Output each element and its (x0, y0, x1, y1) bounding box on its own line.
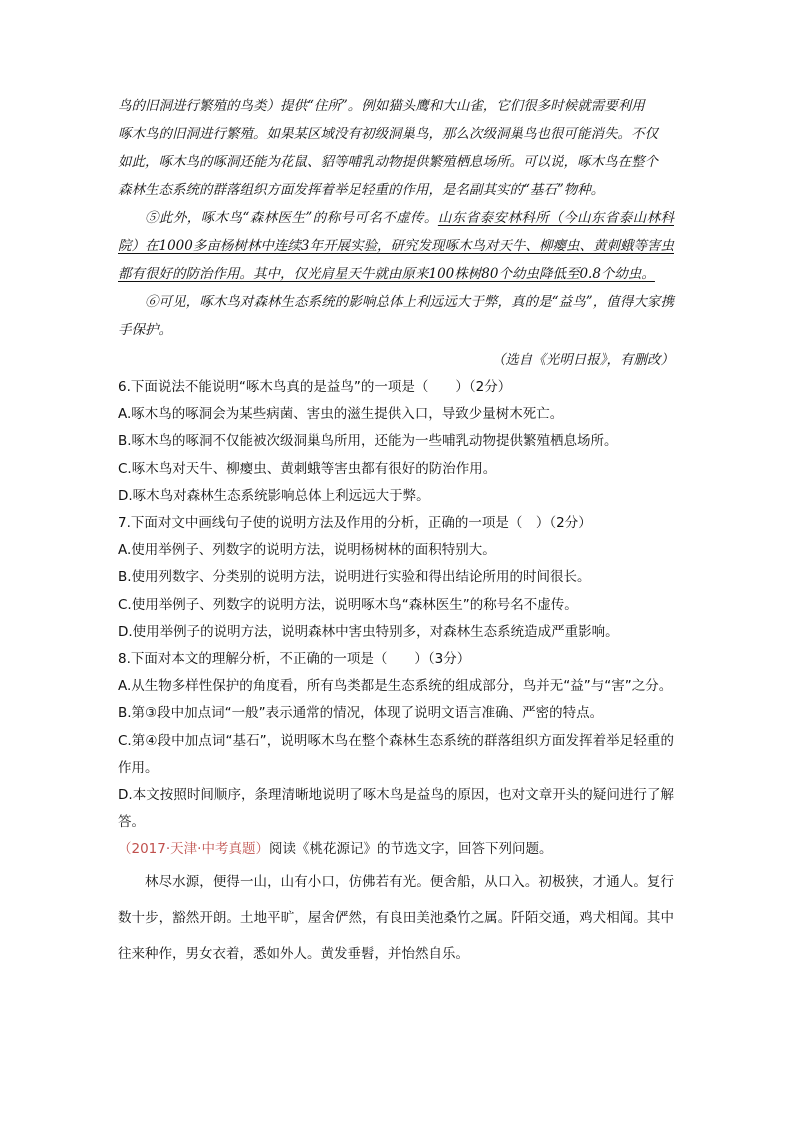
question-7 (118, 510, 674, 646)
option-b: B.啄木鸟的啄洞不仅能被次级洞巢鸟所用，还能为一些哺乳动物提供繁殖栖息场所。 (118, 433, 618, 450)
option-c: C.啄木鸟对天牛、柳瘿虫、黄刺蛾等害虫都有很好的防治作用。 (118, 460, 497, 477)
option-a: A.啄木鸟的啄洞会为某些病菌、害虫的滋生提供入口，导致少量树木死亡。 (118, 406, 564, 423)
reading-heading (118, 836, 674, 863)
reading-intro: 阅读《桃花源记》的节选文字，回答下列问题。 (268, 841, 553, 858)
classical-text (118, 864, 674, 972)
option-b: B.第③段中加点词“一般”表示通常的情况，体现了说明文语言准确、严密的特点。 (118, 705, 604, 722)
option-a: A.使用举例子、列数字的说明方法，说明杨树林的面积特别大。 (118, 542, 496, 559)
option-a: A.从生物多样性保护的角度看，所有鸟类都是生态系统的组成部分，鸟并无“益”与“害”之分。 (118, 678, 673, 695)
option-c: C.第④段中加点词“基石”，说明啄木鸟在整个森林生态系统的群落组织方面发挥着举足轻重的作用。 (118, 732, 674, 776)
document-page (118, 92, 674, 972)
question-6 (118, 374, 674, 510)
article-paragraph-4 (118, 92, 674, 204)
underlined-sentence: 山东省泰安林科所（今山东省泰山林科院）在1000多亩杨树林中连续3年开展实验，研究发现啄木鸟对天牛、柳瘿虫、黄刺蛾等害虫都有很好的防治作用。其中，仅光肩星天牛就由原来100株树80个幼虫降低至0.8个幼虫。 (118, 210, 674, 282)
option-d: D.使用举例子的说明方法，说明森林中害虫特别多，对森林生态系统造成严重影响。 (118, 623, 619, 640)
question-stem: 8.下面对本文的理解分析，不正确的一项是（ ）（3分） (118, 651, 471, 668)
question-8 (118, 646, 674, 836)
option-d: D.本文按照时间顺序，条理清晰地说明了啄木鸟是益鸟的原因，也对文章开头的疑问进行了解答。 (118, 787, 674, 831)
article-line: 森林生态系统的群落组织方面发挥着举足轻重的作用，是名副其实的“基石”物种。 (118, 182, 605, 198)
option-c: C.使用举例子、列数字的说明方法，说明啄木鸟“森林医生”的称号名不虚传。 (118, 596, 578, 613)
article-source: （选自《光明日报》，有删改） (491, 352, 674, 368)
classical-paragraph: 林尽水源，便得一山，山有小口，仿佛若有光。便舍船，从口入。初极狭，才通人。复行数十步，豁然开朗。土地平旷，屋舍俨然，有良田美池桑竹之属。阡陌交通，鸡犬相闻。其中往来种作，男女衣着，悉如外人。黄发垂髫，并怡然自乐。 (118, 873, 674, 962)
article-paragraph-5 (118, 204, 674, 288)
question-stem: 6.下面说法不能说明“啄木鸟真的是益鸟”的一项是（ ）（2分） (118, 379, 512, 395)
option-b: B.使用列数字、分类别的说明方法，说明进行实验和得出结论所用的时间很长。 (118, 569, 591, 586)
source-tag: （2017·天津·中考真题） (118, 841, 269, 858)
article-line: 如此，啄木鸟的啄洞还能为花鼠、貂等哺乳动物提供繁殖栖息场所。可以说，啄木鸟在整个 (118, 154, 658, 170)
paragraph-5-text: ⑤此外，啄木鸟“森林医生”的称号可名不虚传。 (145, 210, 438, 226)
option-d: D.啄木鸟对森林生态系统影响总体上利远远大于弊。 (118, 487, 430, 504)
question-stem: 7.下面对文中画线句子使的说明方法及作用的分析，正确的一项是（ ）（2分） (118, 515, 592, 532)
article-line: 鸟的旧洞进行繁殖的鸟类）提供“住所”。例如猫头鹰和大山雀，它们很多时候就需要利用 (118, 98, 645, 114)
article-paragraph-6: ⑥可见，啄木鸟对森林生态系统的影响总体上利远远大于弊，真的是“益鸟”，值得大家携手保护。 (118, 294, 674, 338)
article-line: 啄木鸟的旧洞进行繁殖。如果某区域没有初级洞巢鸟，那么次级洞巢鸟也很可能消失。不仅 (118, 126, 658, 142)
